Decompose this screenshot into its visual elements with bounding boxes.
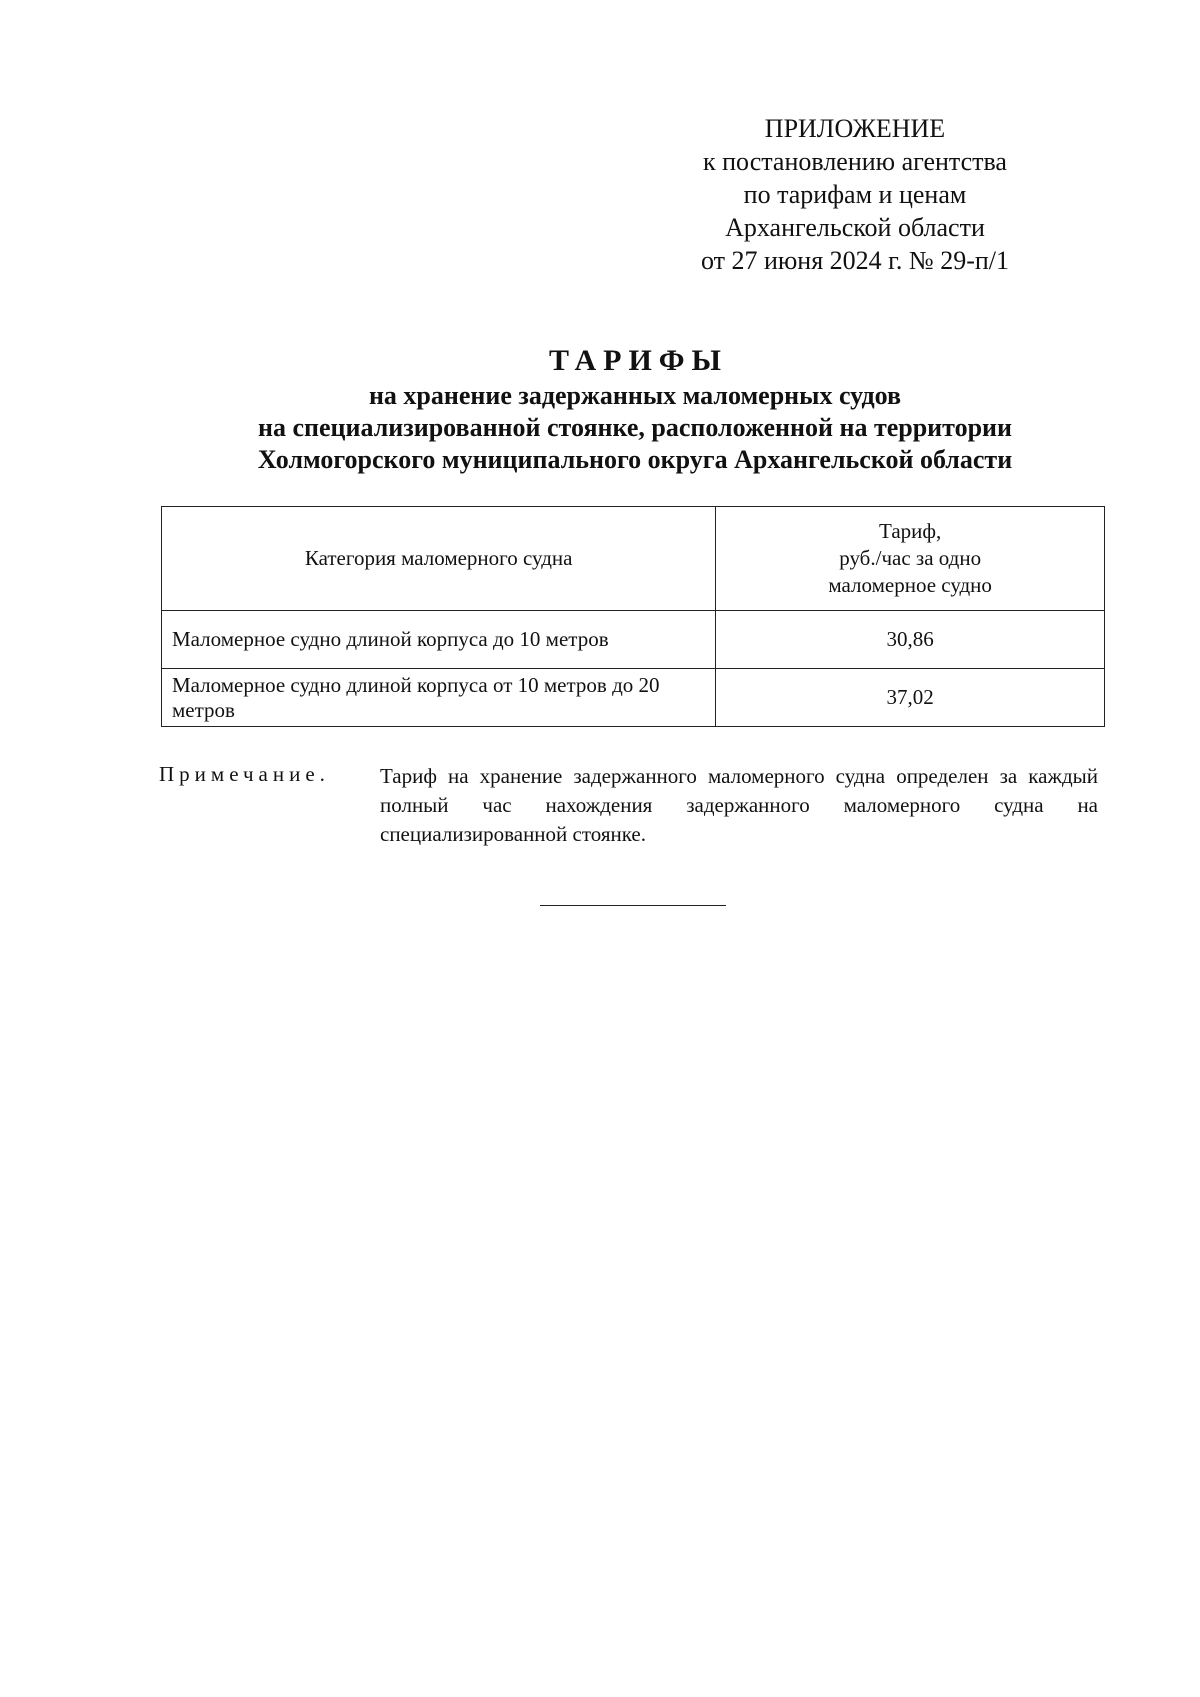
- header-tariff: [716, 507, 1105, 611]
- appendix-line: по тарифам и ценам: [743, 180, 967, 209]
- cell-category: Маломерное судно длиной корпуса от 10 метров до 20 метров: [162, 669, 716, 727]
- document-title-block: [150, 342, 1120, 476]
- appendix-header: [655, 112, 1055, 277]
- header-tariff-line: маломерное судно: [828, 573, 992, 597]
- appendix-line: Архангельской области: [725, 213, 985, 242]
- appendix-date-number: от 27 июня 2024 г. № 29-п/1: [700, 246, 1010, 275]
- appendix-line: к постановлению агентства: [703, 147, 1007, 176]
- subtitle-line: на хранение задержанных маломерных судов: [368, 381, 902, 410]
- tariff-table: [161, 506, 1105, 727]
- subtitle-line: на специализированной стоянке, расположенной на территории: [257, 413, 1013, 442]
- subtitle-line: Холмогорского муниципального округа Архангельской области: [257, 445, 1013, 474]
- appendix-title: ПРИЛОЖЕНИЕ: [764, 114, 946, 143]
- cell-category: Маломерное судно длиной корпуса до 10 метров: [162, 611, 716, 669]
- table-header-row: [162, 507, 1105, 611]
- document-subtitle: [150, 380, 1120, 476]
- cell-tariff: 30,86: [716, 611, 1105, 669]
- header-tariff-line: Тариф,: [879, 519, 942, 543]
- note-text: Тариф на хранение задержанного маломерного судна определен за каждый полный час нахождения задержанного маломерного судна на специализированной стоянке.: [380, 764, 1098, 846]
- document-title: ТАРИФЫ: [548, 344, 729, 377]
- table-row: [162, 611, 1105, 669]
- header-tariff-line: руб./час за одно: [839, 546, 982, 570]
- note-label: Примечание.: [159, 762, 330, 786]
- end-divider: [540, 905, 726, 906]
- table-row: [162, 669, 1105, 727]
- header-category: Категория маломерного судна: [162, 507, 716, 611]
- cell-tariff: 37,02: [716, 669, 1105, 727]
